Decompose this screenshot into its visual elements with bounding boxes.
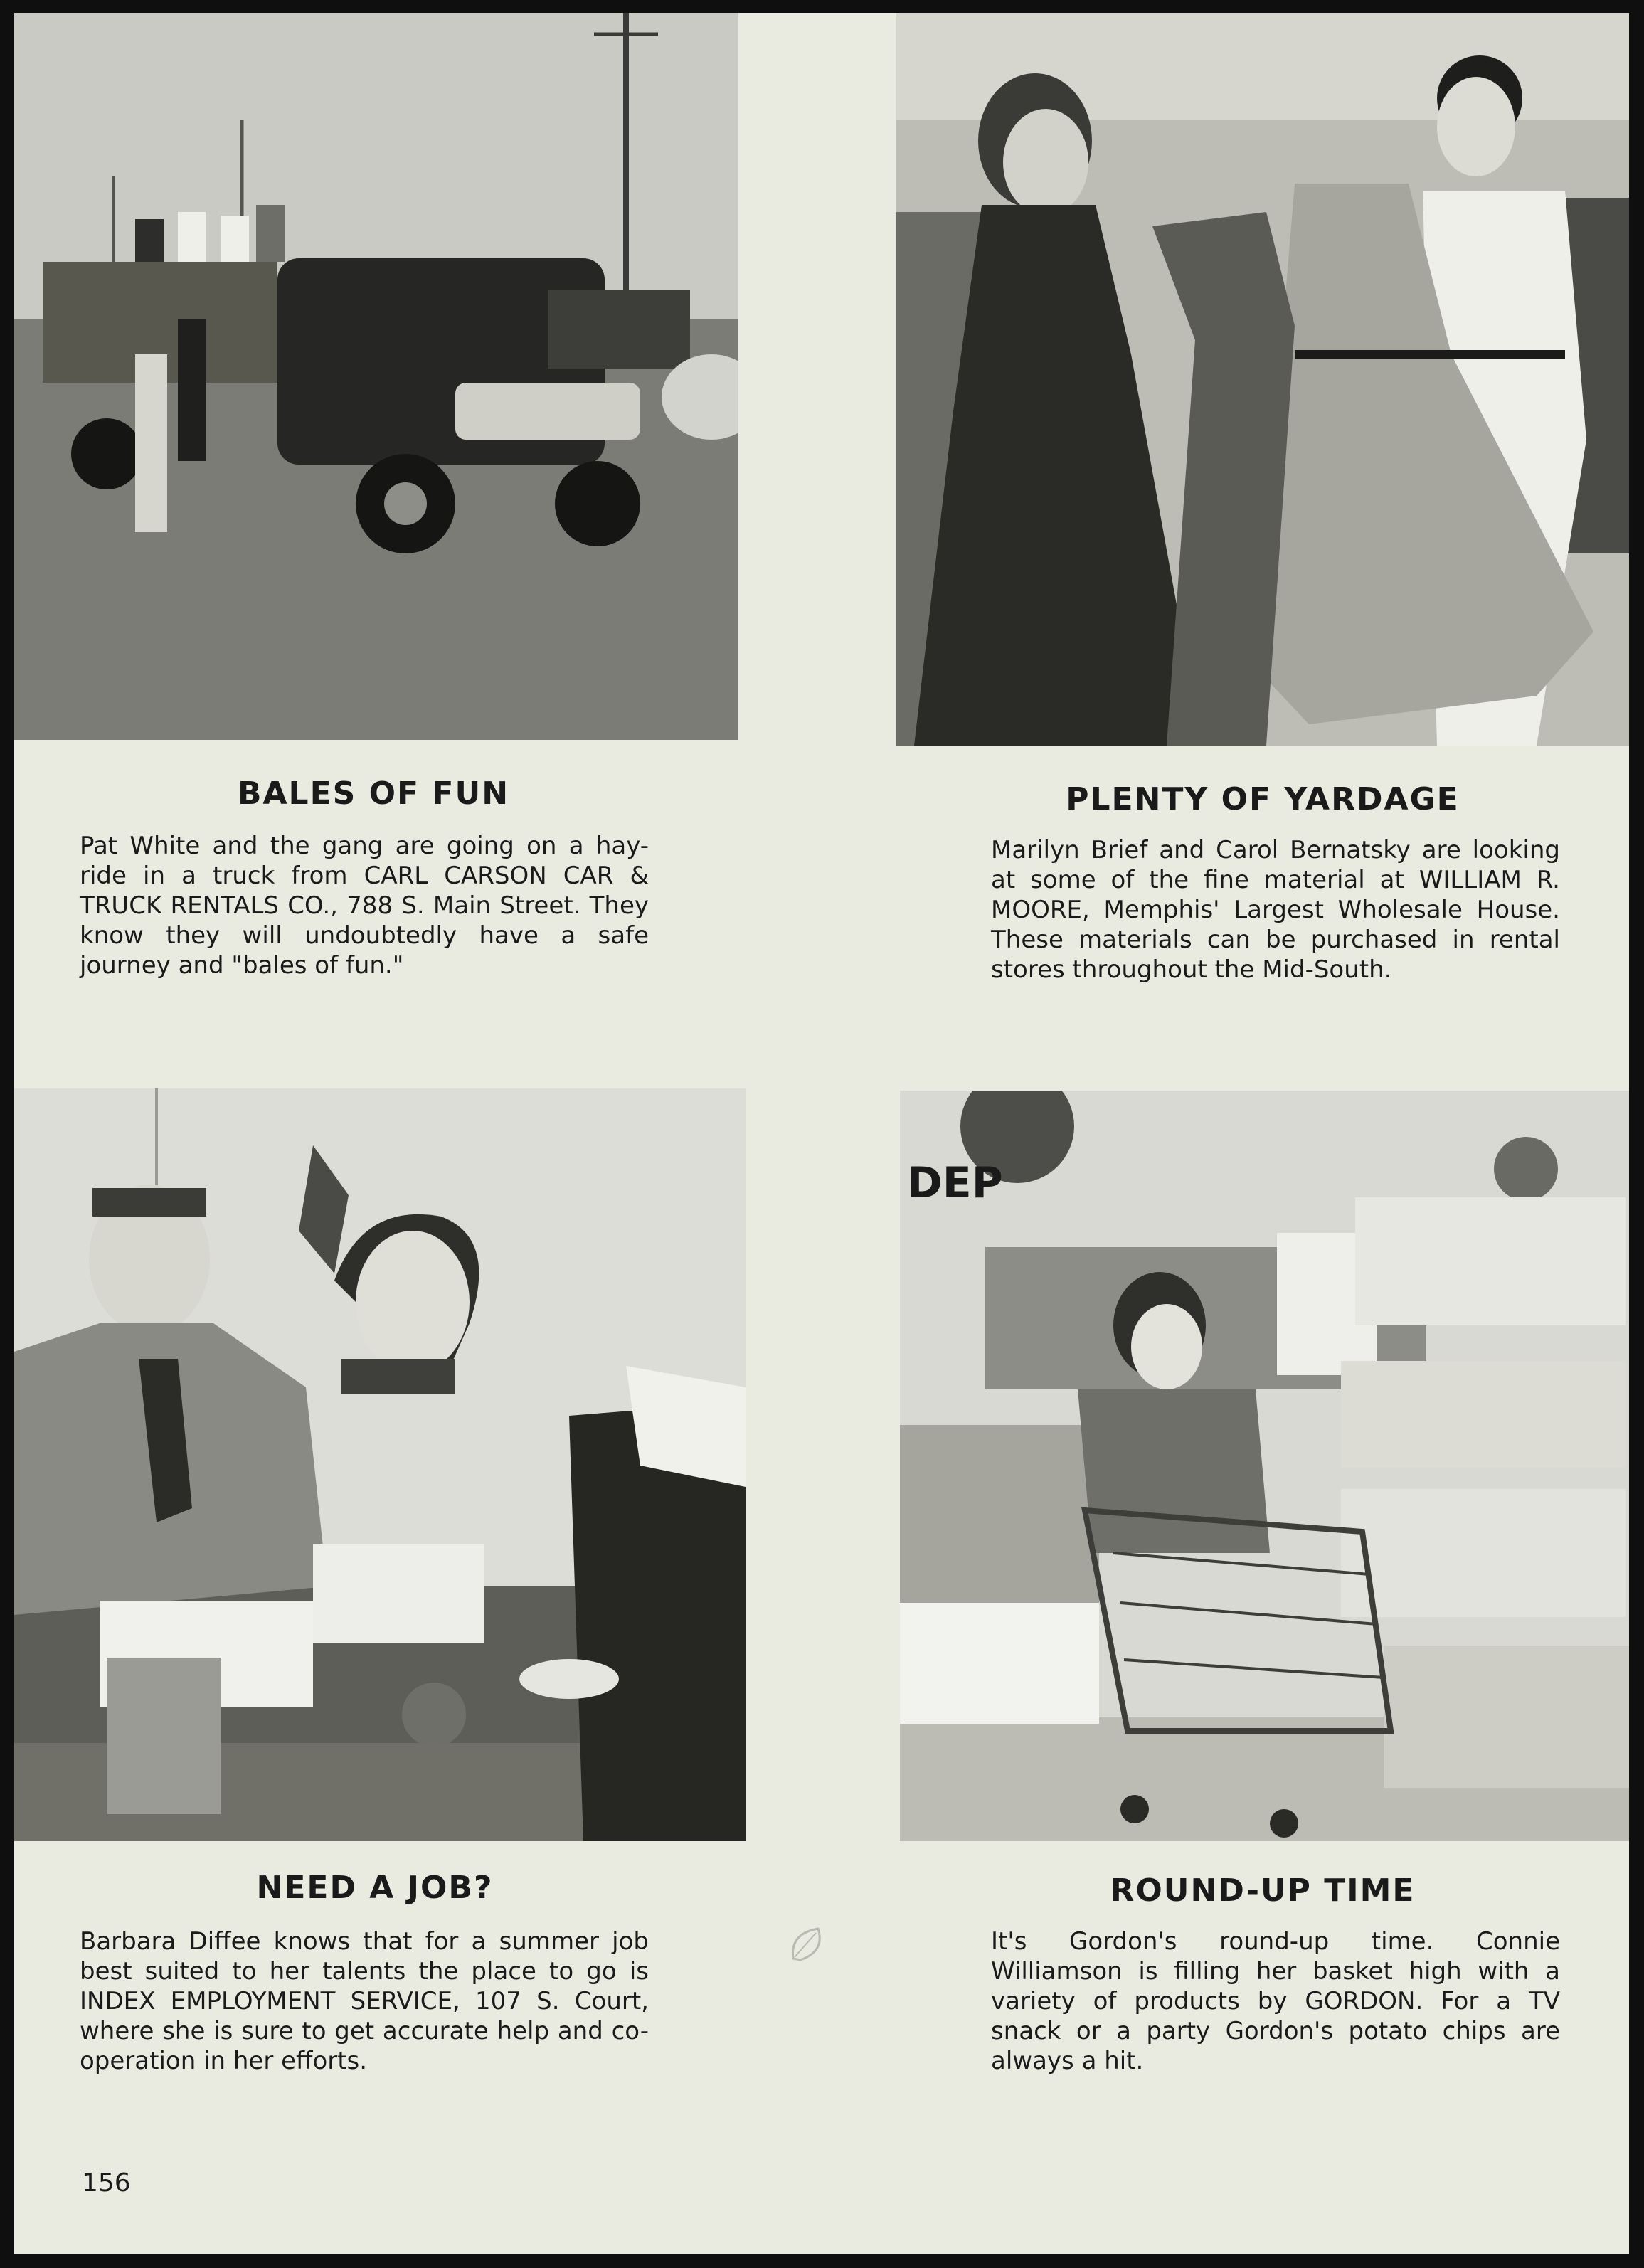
dress-fabric-photo [896, 13, 1629, 746]
svg-text:DEP: DEP [907, 1158, 1003, 1208]
page-number: 156 [82, 2168, 131, 2198]
caption-body-plenty-of-yardage: Marilyn Brief and Carol Bernatsky are looking at some of the fine material at WILLIAM R. MOORE, Memphis' Largest Wholesale House. These materials can be purchased in rental stores throughout the Mid-South. [991, 836, 1560, 984]
caption-body-need-a-job: Barbara Diffee knows that for a summer job best suited to her talents the place to go is INDEX EMPLOYMENT SERVICE, 107 S. Court, where she is sure to get accurate help and co-operation in her efforts. [80, 1927, 649, 2075]
caption-title-round-up-time: ROUND-UP TIME [1110, 1872, 1416, 1909]
caption-title-need-a-job: NEED A JOB? [256, 1870, 494, 1906]
yearbook-page [14, 13, 1629, 2254]
caption-body-bales-of-fun: Pat White and the gang are going on a hay-ride in a truck from CARL CARSON CAR & TRUCK RENTALS CO., 788 S. Main Street. They know they will undoubtedly have a safe journey and "bales of fun." [80, 832, 649, 980]
grocery-store-photo [900, 1091, 1629, 1841]
caption-body-round-up-time: It's Gordon's round-up time. Connie Williamson is filling her basket high with a variety of products by GORDON. For a TV snack or a party Gordon's potato chips are always a hit. [991, 1927, 1560, 2075]
leaf-icon [786, 1923, 829, 1966]
caption-title-plenty-of-yardage: PLENTY OF YARDAGE [1066, 781, 1460, 817]
office-interview-photo [14, 1088, 746, 1841]
truck-hayride-photo [14, 13, 738, 740]
caption-title-bales-of-fun: BALES OF FUN [237, 775, 510, 812]
